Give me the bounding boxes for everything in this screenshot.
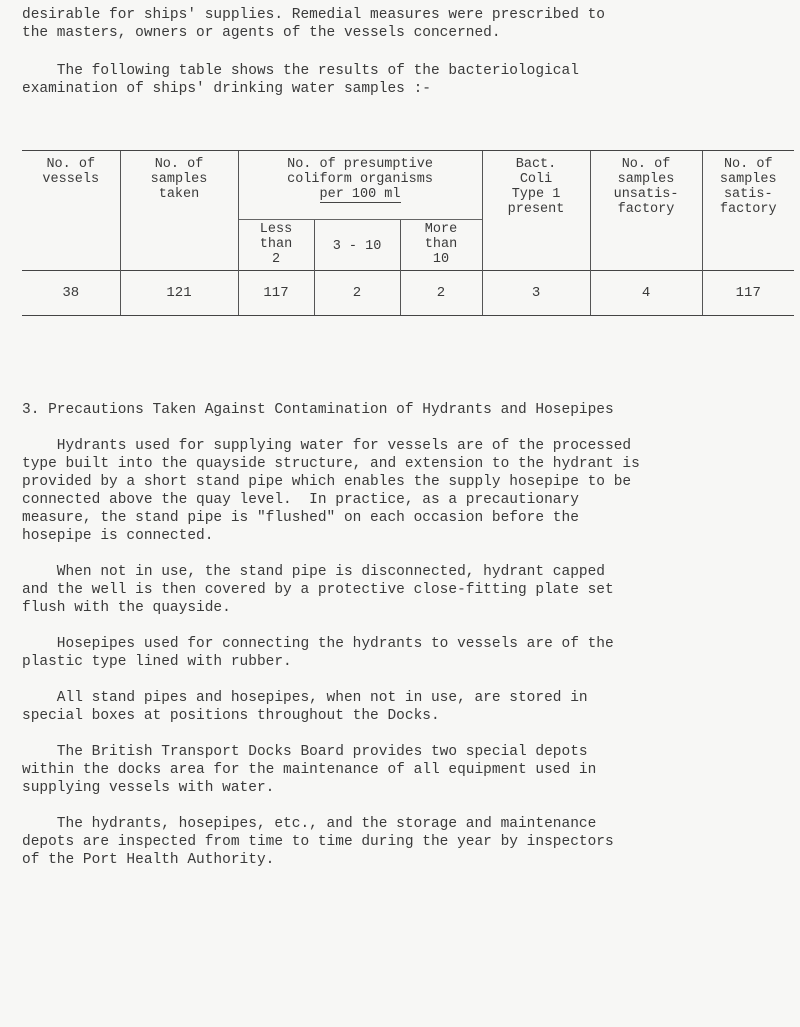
header-samples-taken: No. of samples taken bbox=[120, 151, 238, 271]
header-more-than-10: More than 10 bbox=[400, 220, 482, 271]
p1-line-2: type built into the quayside structure, and extension to the hydrant is bbox=[22, 456, 640, 472]
table-row bbox=[22, 271, 794, 316]
p3-line-1: Hosepipes used for connecting the hydrants to vessels are of the bbox=[22, 636, 614, 652]
p1-line-3: provided by a short stand pipe which enables the supply hosepipe to be bbox=[22, 474, 632, 490]
header-unsatisfactory: No. of samples unsatis- factory bbox=[590, 151, 702, 271]
p5-line-2: within the docks area for the maintenance of all equipment used in bbox=[22, 762, 597, 778]
header-less-than-2: Less than 2 bbox=[238, 220, 314, 271]
p1-line-4: connected above the quay level. In practice, as a precautionary bbox=[22, 492, 579, 508]
intro-line-2: the masters, owners or agents of the vessels concerned. bbox=[22, 25, 501, 41]
cell-bact-coli: 3 bbox=[482, 271, 590, 316]
p2-line-1: When not in use, the stand pipe is disconnected, hydrant capped bbox=[22, 564, 605, 580]
p4-line-1: All stand pipes and hosepipes, when not in use, are stored in bbox=[22, 690, 588, 706]
p2-line-3: flush with the quayside. bbox=[22, 600, 231, 616]
header-satisfactory: No. of samples satis- factory bbox=[702, 151, 794, 271]
cell-samples: 121 bbox=[120, 271, 238, 316]
water-samples-table bbox=[22, 150, 794, 316]
cell-satisfactory: 117 bbox=[702, 271, 794, 316]
header-vessels: No. of vessels bbox=[22, 151, 120, 271]
p5-line-1: The British Transport Docks Board provides two special depots bbox=[22, 744, 588, 760]
cell-less-than-2: 117 bbox=[238, 271, 314, 316]
intro-line-1: desirable for ships' supplies. Remedial measures were prescribed to bbox=[22, 7, 605, 23]
header-per-100ml: per 100 ml bbox=[319, 187, 401, 202]
header-3-to-10: 3 - 10 bbox=[314, 220, 400, 271]
cell-vessels: 38 bbox=[22, 271, 120, 316]
p4-line-2: special boxes at positions throughout the Docks. bbox=[22, 708, 440, 724]
p6-line-1: The hydrants, hosepipes, etc., and the storage and maintenance bbox=[22, 816, 597, 832]
section-3-heading: 3. Precautions Taken Against Contamination of Hydrants and Hosepipes bbox=[22, 402, 614, 418]
p1-line-1: Hydrants used for supplying water for vessels are of the processed bbox=[22, 438, 632, 454]
cell-more-than-10: 2 bbox=[400, 271, 482, 316]
intro-line-3: The following table shows the results of the bacteriological bbox=[22, 63, 579, 79]
p1-line-6: hosepipe is connected. bbox=[22, 528, 214, 544]
header-bact-coli: Bact. Coli Type 1 present bbox=[482, 151, 590, 271]
p1-line-5: measure, the stand pipe is "flushed" on each occasion before the bbox=[22, 510, 579, 526]
p6-line-3: of the Port Health Authority. bbox=[22, 852, 275, 868]
cell-3-to-10: 2 bbox=[314, 271, 400, 316]
p6-line-2: depots are inspected from time to time during the year by inspectors bbox=[22, 834, 614, 850]
cell-unsatisfactory: 4 bbox=[590, 271, 702, 316]
intro-line-4: examination of ships' drinking water samples :- bbox=[22, 81, 431, 97]
header-presumptive-coliform: No. of presumptive coliform organisms per 100 ml bbox=[238, 151, 482, 220]
p2-line-2: and the well is then covered by a protective close-fitting plate set bbox=[22, 582, 614, 598]
p5-line-3: supplying vessels with water. bbox=[22, 780, 275, 796]
p3-line-2: plastic type lined with rubber. bbox=[22, 654, 292, 670]
